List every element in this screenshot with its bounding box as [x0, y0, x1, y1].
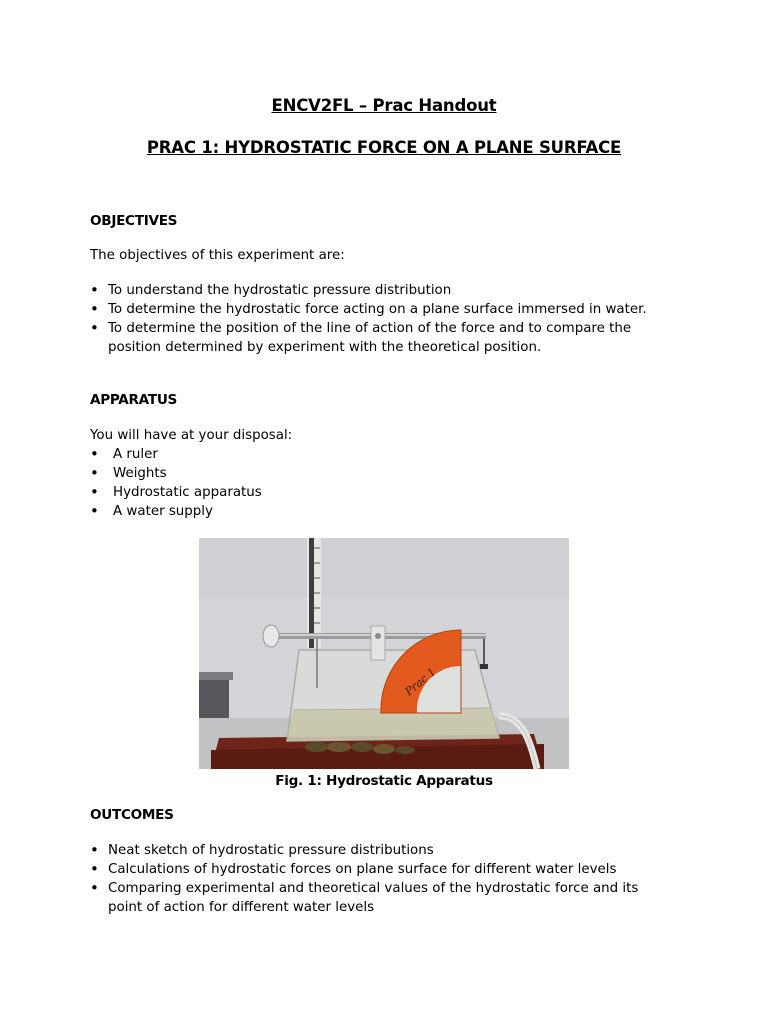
apparatus-illustration — [199, 538, 569, 769]
list-item: • Comparing experimental and theoretical values of the hydrostatic force and its point of action for different water levels — [108, 879, 668, 917]
hydrostatic-apparatus-photo — [199, 538, 569, 769]
apparatus-list — [113, 445, 673, 521]
objectives-intro: The objectives of this experiment are: — [90, 248, 345, 263]
list-item: • A ruler — [113, 445, 673, 464]
list-item: • To determine the hydrostatic force acting on a plane surface immersed in water. — [108, 300, 668, 319]
outcomes-heading: OUTCOMES — [90, 807, 174, 823]
outcomes-list — [108, 841, 668, 917]
apparatus-heading: APPARATUS — [90, 392, 178, 408]
objectives-list — [108, 281, 668, 357]
list-item: • To understand the hydrostatic pressure distribution — [108, 281, 668, 300]
list-item: • Weights — [113, 464, 673, 483]
list-item: • Neat sketch of hydrostatic pressure distributions — [108, 841, 668, 860]
figure-caption: Fig. 1: Hydrostatic Apparatus — [275, 773, 493, 789]
objectives-heading: OBJECTIVES — [90, 213, 178, 229]
prac-title: PRAC 1: HYDROSTATIC FORCE ON A PLANE SURFACE — [146, 138, 622, 157]
list-item: • Calculations of hydrostatic forces on plane surface for different water levels — [108, 860, 668, 879]
document-title: ENCV2FL – Prac Handout — [271, 96, 497, 115]
list-item: • To determine the position of the line of action of the force and to compare the position determined by experiment with the theoretical position. — [108, 319, 668, 357]
list-item: • A water supply — [113, 502, 673, 521]
apparatus-intro: You will have at your disposal: — [90, 428, 293, 443]
quadrant-label: Prac 1 — [402, 665, 439, 699]
list-item: • Hydrostatic apparatus — [113, 483, 673, 502]
